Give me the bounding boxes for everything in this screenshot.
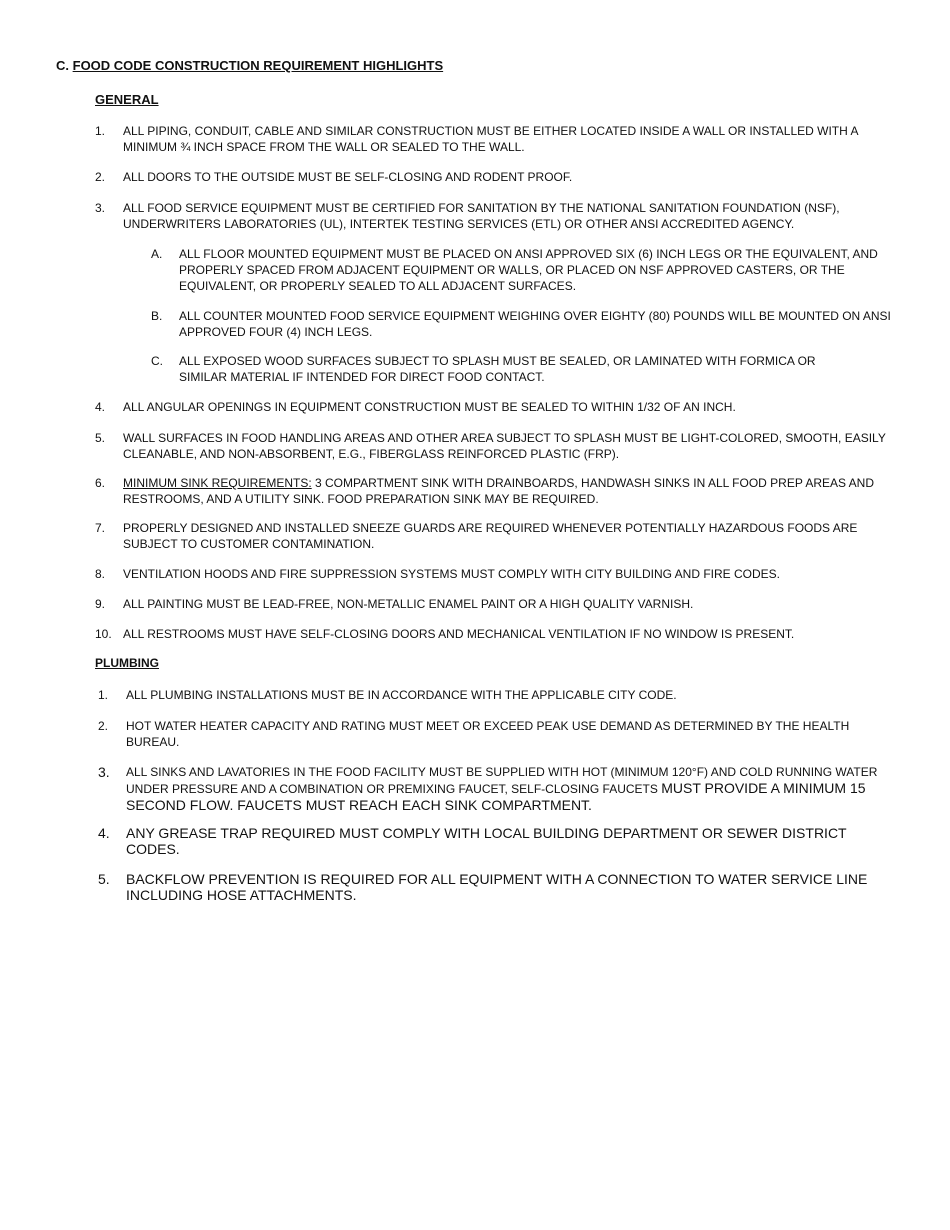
general-subitem-b (151, 308, 896, 340)
document-title (56, 58, 443, 73)
item-number: 3. (98, 764, 110, 780)
plumbing-heading: PLUMBING (95, 656, 159, 670)
item-text: 3 COMPARTMENT SINK WITH DRAINBOARDS, HANDWASH SINKS IN ALL FOOD PREP AREAS AND RESTROOMS, AND A UTILITY SINK. FOOD PREPARATION SINK MAY BE REQUIRED. (123, 476, 875, 506)
item-text: PROPERLY DESIGNED AND INSTALLED SNEEZE GUARDS ARE REQUIRED WHENEVER POTENTIALLY HAZARDOUS FOODS ARE SUBJECT TO CUSTOMER CONTAMINATION. (123, 521, 858, 551)
general-heading: GENERAL (95, 92, 159, 107)
item-number: 8. (95, 567, 106, 581)
item-number: 4. (98, 825, 110, 841)
item-number: 9. (95, 597, 106, 611)
item-text: ALL ANGULAR OPENINGS IN EQUIPMENT CONSTRUCTION MUST BE SEALED TO WITHIN 1/32 OF AN INCH. (123, 400, 736, 414)
general-item-3 (95, 200, 895, 232)
item-number: 10. (95, 627, 112, 641)
item-number: 5. (95, 431, 106, 445)
general-item-4 (95, 399, 895, 415)
subitem-letter: B. (151, 309, 163, 323)
item-text: ALL SINKS AND LAVATORIES IN THE FOOD FACILITY MUST BE SUPPLIED WITH HOT (MINIMUM 120°F) AND COLD RUNNING WATER UNDER PRESSURE AND A COMBINATION OR PREMIXING FAUCET, SELF-CLOSING FAUCETS (126, 765, 878, 796)
general-item-8 (95, 566, 895, 582)
item-text: BACKFLOW PREVENTION IS REQUIRED FOR ALL EQUIPMENT WITH A CONNECTION TO WATER SERVICE LINE INCLUDING HOSE ATTACHMENTS. (126, 871, 868, 903)
item-text: WALL SURFACES IN FOOD HANDLING AREAS AND OTHER AREA SUBJECT TO SPLASH MUST BE LIGHT-COLORED, SMOOTH, EASILY CLEANABLE, AND NON-ABSORBENT, E.G., FIBERGLASS REINFORCED PLASTIC (FRP). (123, 431, 886, 461)
item-number: 3. (95, 201, 106, 215)
item-number: 4. (95, 400, 106, 414)
item-text-continued: MUST PROVIDE A MINIMUM 15 SECOND FLOW. FAUCETS MUST REACH EACH SINK COMPARTMENT. (126, 780, 866, 813)
subitem-text: ALL COUNTER MOUNTED FOOD SERVICE EQUIPMENT WEIGHING OVER EIGHTY (80) POUNDS WILL BE MOUNTED ON ANSI APPROVED FOUR (4) INCH LEGS. (179, 309, 891, 339)
general-item-9 (95, 596, 895, 612)
item-number: 1. (95, 124, 106, 138)
plumbing-item-2 (98, 718, 893, 750)
item-text: HOT WATER HEATER CAPACITY AND RATING MUST MEET OR EXCEED PEAK USE DEMAND AS DETERMINED BY THE HEALTH BUREAU. (126, 719, 850, 749)
general-item-1 (95, 123, 895, 155)
item-text: ALL RESTROOMS MUST HAVE SELF-CLOSING DOORS AND MECHANICAL VENTILATION IF NO WINDOW IS PRESENT. (123, 627, 795, 641)
general-item-7 (95, 520, 895, 552)
subitem-letter: A. (151, 247, 163, 261)
sink-requirements-label: MINIMUM SINK REQUIREMENTS: (123, 476, 312, 490)
subitem-letter: C. (151, 354, 163, 368)
plumbing-item-5 (98, 871, 893, 903)
general-subitem-c (151, 353, 851, 385)
item-number: 6. (95, 476, 106, 490)
general-item-2 (95, 169, 895, 185)
item-text: ALL PIPING, CONDUIT, CABLE AND SIMILAR CONSTRUCTION MUST BE EITHER LOCATED INSIDE A WALL OR INSTALLED WITH A MINIMUM ¾ INCH SPACE FROM THE WALL OR SEALED TO THE WALL. (123, 124, 858, 154)
subitem-text: ALL FLOOR MOUNTED EQUIPMENT MUST BE PLACED ON ANSI APPROVED SIX (6) INCH LEGS OR THE EQUIVALENT, AND PROPERLY SPACED FROM ADJACENT EQUIPMENT OR WALLS, OR PLACED ON NSF APPROVED CASTERS, OR THE EQUIVALENT, OR PROPERLY SEALED TO ALL ADJACENT SURFACES. (179, 247, 878, 293)
plumbing-item-4 (98, 825, 893, 857)
general-item-10 (95, 626, 895, 642)
item-text: VENTILATION HOODS AND FIRE SUPPRESSION SYSTEMS MUST COMPLY WITH CITY BUILDING AND FIRE CODES. (123, 567, 780, 581)
item-number: 1. (98, 688, 109, 702)
subitem-text: ALL EXPOSED WOOD SURFACES SUBJECT TO SPLASH MUST BE SEALED, OR LAMINATED WITH FORMICA OR SIMILAR MATERIAL IF INTENDED FOR DIRECT FOOD CONTACT. (179, 354, 816, 384)
item-number: 2. (95, 170, 106, 184)
item-text: ALL DOORS TO THE OUTSIDE MUST BE SELF-CLOSING AND RODENT PROOF. (123, 170, 573, 184)
title-text: FOOD CODE CONSTRUCTION REQUIREMENT HIGHLIGHTS (72, 58, 444, 73)
item-text: ALL PAINTING MUST BE LEAD-FREE, NON-METALLIC ENAMEL PAINT OR A HIGH QUALITY VARNISH. (123, 597, 694, 611)
item-text: ALL FOOD SERVICE EQUIPMENT MUST BE CERTIFIED FOR SANITATION BY THE NATIONAL SANITATION FOUNDATION (NSF), UNDERWRITERS LABORATORIES (UL), INTERTEK TESTING SERVICES (ETL) OR OTHER ANSI ACCREDITED AGENCY. (123, 201, 840, 231)
general-item-5 (95, 430, 895, 462)
title-prefix: C. (56, 58, 69, 73)
item-number: 5. (98, 871, 110, 887)
plumbing-item-3 (98, 764, 893, 814)
general-item-6 (95, 475, 895, 507)
item-number: 7. (95, 521, 106, 535)
item-number: 2. (98, 719, 109, 733)
item-text: ANY GREASE TRAP REQUIRED MUST COMPLY WITH LOCAL BUILDING DEPARTMENT OR SEWER DISTRICT CODES. (126, 825, 847, 857)
item-text: ALL PLUMBING INSTALLATIONS MUST BE IN ACCORDANCE WITH THE APPLICABLE CITY CODE. (126, 688, 677, 702)
plumbing-item-1 (98, 687, 893, 703)
general-subitem-a (151, 246, 896, 294)
